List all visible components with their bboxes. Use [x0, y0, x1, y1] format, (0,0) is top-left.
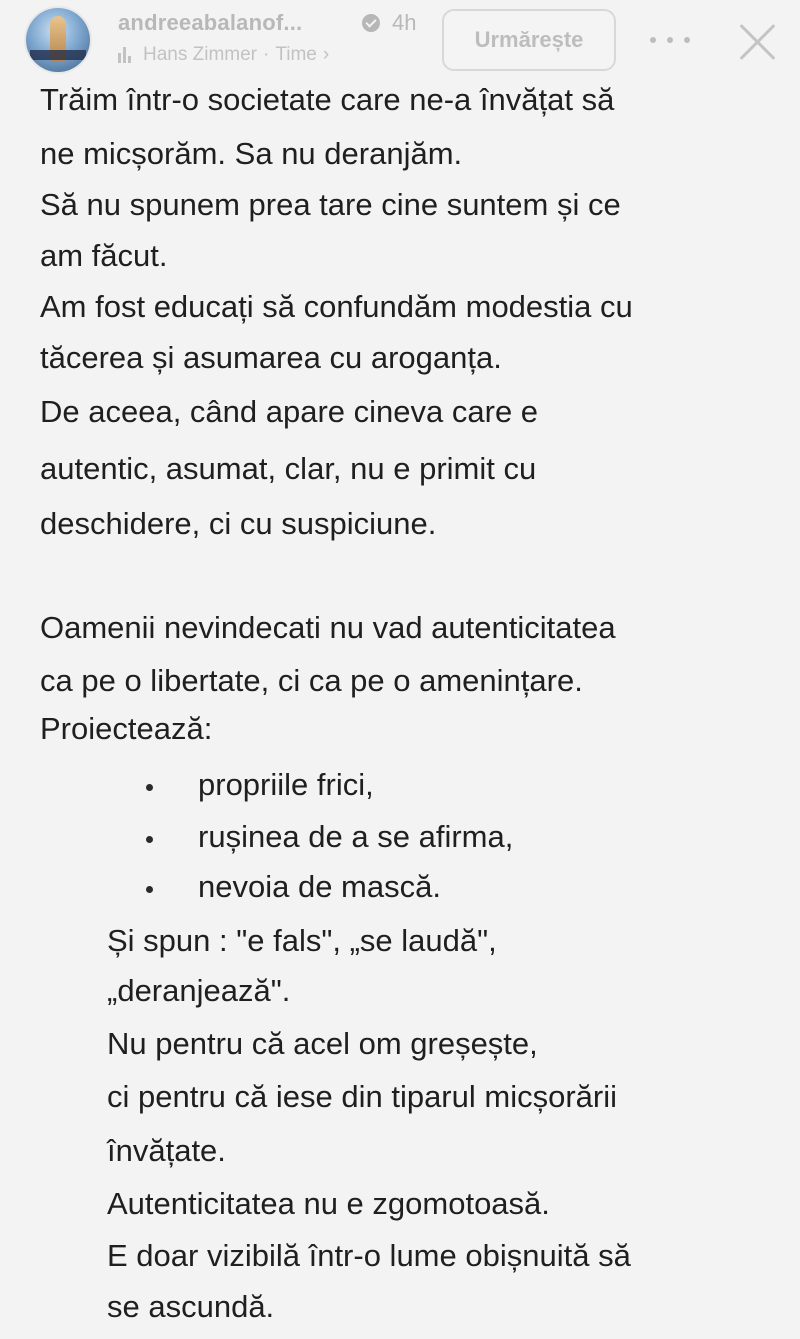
bullet-item: nevoia de mască. [198, 869, 441, 904]
bullet-dot-icon [146, 784, 153, 791]
text-line: tăcerea și asumarea cu aroganța. [40, 340, 502, 375]
music-artist: Hans Zimmer [143, 44, 258, 65]
music-bars-icon [118, 47, 131, 63]
text-line: „deranjează". [107, 973, 291, 1008]
chevron-right-icon: › [322, 44, 330, 65]
story-header [0, 0, 800, 78]
text-line: Să nu spunem prea tare cine suntem și ce [40, 187, 621, 222]
profile-avatar[interactable] [26, 8, 90, 72]
text-line: ne micșorăm. Sa nu deranjăm. [40, 136, 463, 171]
text-line: am făcut. [40, 238, 168, 273]
text-line: Proiectează: [40, 711, 213, 746]
music-title: Time [275, 44, 317, 65]
music-separator: · [263, 44, 270, 65]
more-options-icon[interactable] [650, 22, 690, 58]
bullet-dot-icon [146, 836, 153, 843]
text-line: E doar vizibilă într-o lume obișnuită să [107, 1238, 631, 1273]
text-line: ci pentru că iese din tiparul micșorării [107, 1079, 617, 1114]
music-attribution[interactable] [118, 44, 329, 66]
username[interactable]: andreeabalanof... [118, 10, 303, 35]
verified-icon [362, 14, 380, 32]
text-line: Nu pentru că acel om greșește, [107, 1026, 538, 1061]
text-line: Autenticitatea nu e zgomotoasă. [107, 1186, 550, 1221]
close-icon[interactable] [734, 18, 782, 66]
text-line: Trăim într-o societate care ne-a învățat să [40, 82, 615, 117]
follow-button[interactable]: Urmărește [442, 9, 616, 71]
text-line: Oamenii nevindecati nu vad autenticitatea [40, 610, 616, 645]
bullet-dot-icon [146, 886, 153, 893]
text-line: se ascundă. [107, 1289, 275, 1324]
text-line: autentic, asumat, clar, nu e primit cu [40, 451, 537, 486]
post-time: 4h [392, 10, 417, 35]
bullet-item: propriile frici, [198, 767, 374, 802]
text-line: De aceea, când apare cineva care e [40, 394, 539, 429]
avatar-band [30, 50, 86, 60]
text-line: deschidere, ci cu suspiciune. [40, 506, 437, 541]
text-line: învățate. [107, 1133, 226, 1168]
bullet-item: rușinea de a se afirma, [198, 819, 514, 854]
text-line: Am fost educați să confundăm modestia cu [40, 289, 633, 324]
text-line: Și spun : "e fals", „se laudă", [107, 923, 497, 958]
text-line: ca pe o libertate, ci ca pe o amenințare. [40, 663, 583, 698]
